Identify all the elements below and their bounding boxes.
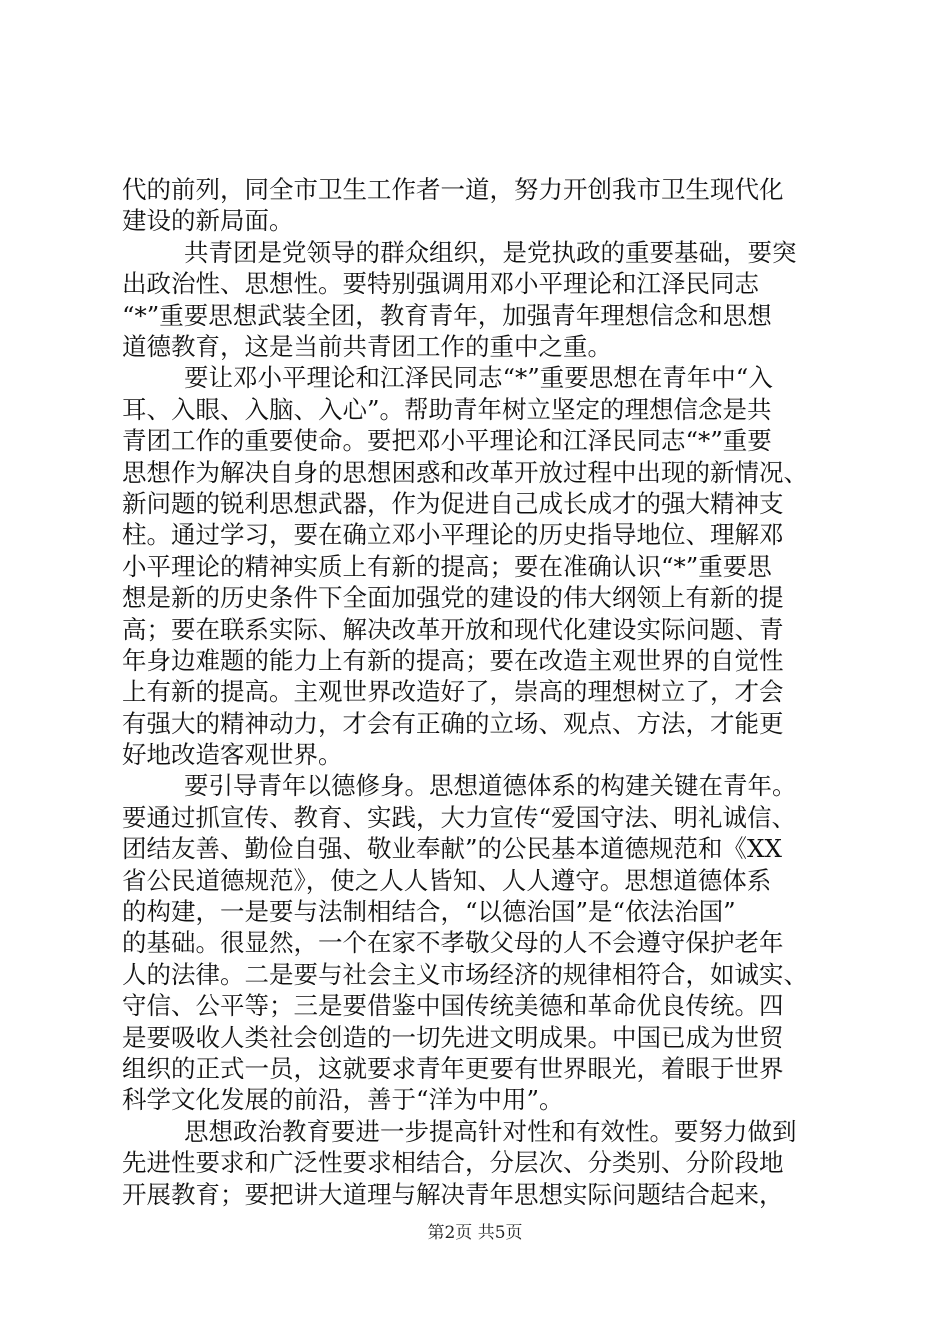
text-line: 共青团是党领导的群众组织，是党执政的重要基础，要突 bbox=[184, 237, 797, 267]
text-line: 新问题的锐利思想武器，作为促进自己成长成才的强大精神支 bbox=[122, 488, 784, 518]
text-line: 柱。通过学习，要在确立邓小平理论的历史指导地位、理解邓 bbox=[122, 520, 784, 550]
text-line: 思想政治教育要进一步提高针对性和有效性。要努力做到 bbox=[184, 1116, 797, 1146]
text-line: 要通过抓宣传、教育、实践，大力宣传“爱国守法、明礼诚信、 bbox=[122, 802, 797, 832]
text-line: 先进性要求和广泛性要求相结合，分层次、分类别、分阶段地 bbox=[122, 1148, 784, 1178]
text-line: 组织的正式一员，这就要求青年更要有世界眼光，着眼于世界 bbox=[122, 1054, 784, 1084]
text-line: 建设的新局面。 bbox=[122, 206, 294, 236]
text-line: 青团工作的重要使命。要把邓小平理论和江泽民同志“*”重要 bbox=[122, 426, 772, 456]
text-line: 想是新的历史条件下全面加强党的建设的伟大纲领上有新的提 bbox=[122, 583, 784, 613]
text-line: 的构建，一是要与法制相结合，“以德治国”是“依法治国” bbox=[122, 897, 736, 927]
text-line: 守信、公平等；三是要借鉴中国传统美德和革命优良传统。四 bbox=[122, 991, 784, 1021]
text-line: 耳、入眼、入脑、入心”。帮助青年树立坚定的理想信念是共 bbox=[122, 394, 772, 424]
text-line: 代的前列，同全市卫生工作者一道，努力开创我市卫生现代化 bbox=[122, 175, 784, 204]
text-line: 出政治性、思想性。要特别强调用邓小平理论和江泽民同志 bbox=[122, 269, 759, 299]
text-line: 高；要在联系实际、解决改革开放和现代化建设实际问题、青 bbox=[122, 614, 784, 644]
text-line: 科学文化发展的前沿，善于“洋为中用”。 bbox=[122, 1085, 564, 1115]
text-line: 小平理论的精神实质上有新的提高；要在准确认识“*”重要思 bbox=[122, 551, 772, 581]
text-line: 思想作为解决自身的思想困惑和改革开放过程中出现的新情况、 bbox=[122, 457, 808, 487]
text-line: 上有新的提高。主观世界改造好了，崇高的理想树立了，才会 bbox=[122, 677, 784, 707]
text-line: 好地改造客观世界。 bbox=[122, 740, 343, 770]
text-line: “*”重要思想武装全团，教育青年，加强青年理想信念和思想 bbox=[122, 300, 772, 330]
text-line: 要引导青年以德修身。思想道德体系的构建关键在青年。 bbox=[184, 771, 797, 801]
text-line: 要让邓小平理论和江泽民同志“*”重要思想在青年中“入 bbox=[184, 363, 773, 393]
text-line: 的基础。很显然，一个在家不孝敬父母的人不会遵守保护老年 bbox=[122, 928, 784, 958]
text-line: 省公民道德规范》，使之人人皆知、人人遵守。思想道德体系 bbox=[122, 865, 772, 895]
text-line: 年身边难题的能力上有新的提高；要在改造主观世界的自觉性 bbox=[122, 645, 784, 675]
text-line: 道德教育，这是当前共青团工作的重中之重。 bbox=[122, 331, 612, 361]
text-line: 是要吸收人类社会创造的一切先进文明成果。中国已成为世贸 bbox=[122, 1022, 784, 1052]
text-line: 团结友善、勤俭自强、敬业奉献”的公民基本道德规范和《XX bbox=[122, 834, 782, 864]
text-line: 有强大的精神动力，才会有正确的立场、观点、方法，才能更 bbox=[122, 708, 784, 738]
text-line: 开展教育；要把讲大道理与解决青年思想实际问题结合起来， bbox=[122, 1179, 784, 1209]
page-number-footer: 第2页 共5页 bbox=[427, 1223, 523, 1243]
text-line: 人的法律。二是要与社会主义市场经济的规律相符合，如诚实、 bbox=[122, 959, 808, 989]
